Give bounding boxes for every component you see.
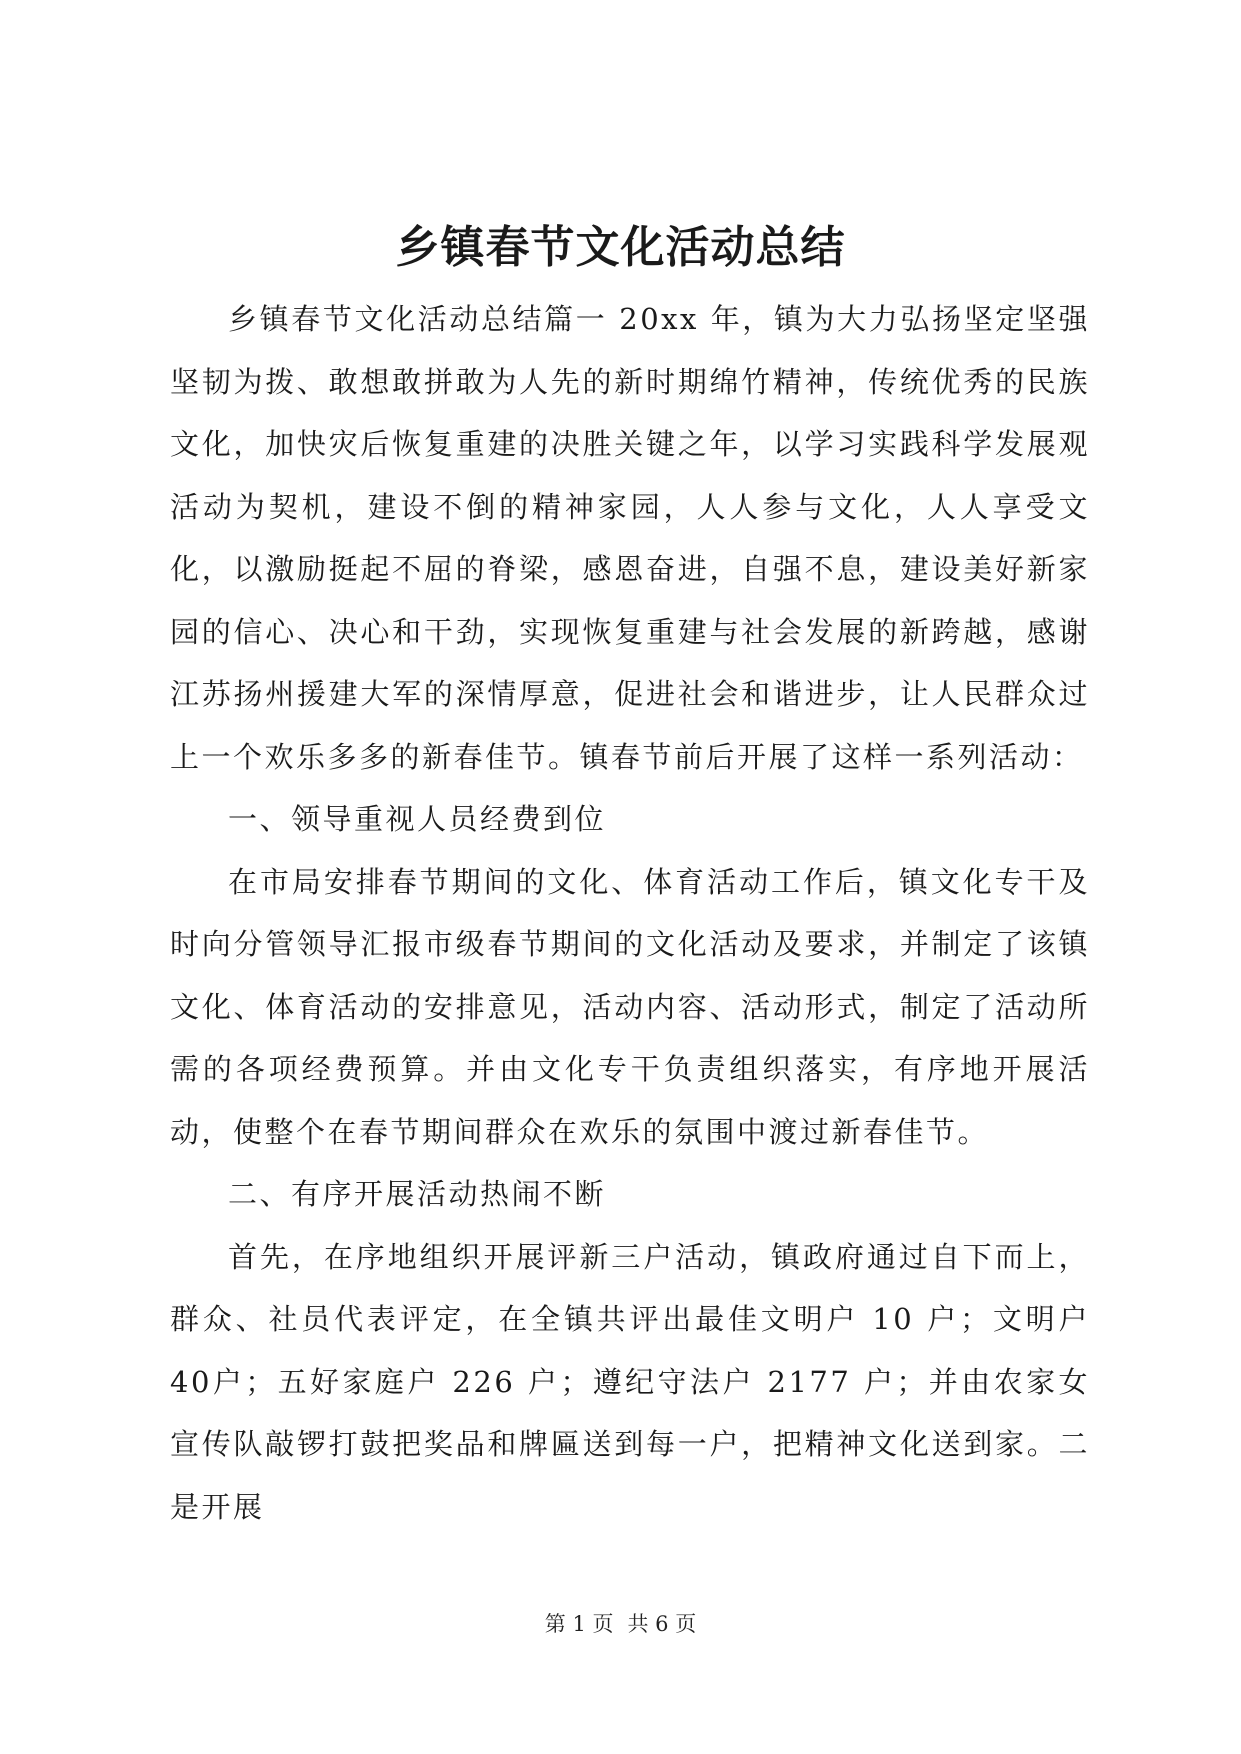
paragraph-section-2: 首先，在序地组织开展评新三户活动，镇政府通过自下而上，群众、社员代表评定，在全镇共评出最佳文明户 10 户；文明户 40户；五好家庭户 226 户；遵纪守法户 2177 户；并由农家女宣传队敲锣打鼓把奖品和牌匾送到每一户，把精神文化送到家。二是开展 bbox=[170, 1239, 1090, 1524]
section-heading-2: 二、有序开展活动热闹不断 bbox=[228, 1177, 607, 1211]
page-footer bbox=[0, 1610, 1241, 1638]
document-title: 乡镇春节文化活动总结 bbox=[395, 222, 846, 273]
page-number: 第 1 页 bbox=[544, 1612, 614, 1636]
section-heading-1: 一、领导重视人员经费到位 bbox=[228, 802, 607, 836]
document-body bbox=[170, 288, 1090, 1538]
page-total: 共 6 页 bbox=[627, 1612, 697, 1636]
paragraph-section-1: 在市局安排春节期间的文化、体育活动工作后，镇文化专干及时向分管领导汇报市级春节期间的文化活动及要求，并制定了该镇文化、体育活动的安排意见，活动内容、活动形式，制定了活动所需的各项经费预算。并由文化专干负责组织落实，有序地开展活动，使整个在春节期间群众在欢乐的氛围中渡过新春佳节。 bbox=[170, 864, 1090, 1149]
paragraph-intro: 乡镇春节文化活动总结篇一 20xx 年，镇为大力弘扬坚定坚强坚韧为拨、敢想敢拼敢为人先的新时期绵竹精神，传统优秀的民族文化，加快灾后恢复重建的决胜关键之年，以学习实践科学发展观活动为契机，建设不倒的精神家园，人人参与文化，人人享受文化，以激励挺起不屈的脊梁，感恩奋进，自强不息，建设美好新家园的信心、决心和干劲，实现恢复重建与社会发展的新跨越，感谢江苏扬州援建大军的深情厚意，促进社会和谐进步，让人民群众过上一个欢乐多多的新春佳节。镇春节前后开展了这样一系列活动： bbox=[170, 302, 1090, 774]
